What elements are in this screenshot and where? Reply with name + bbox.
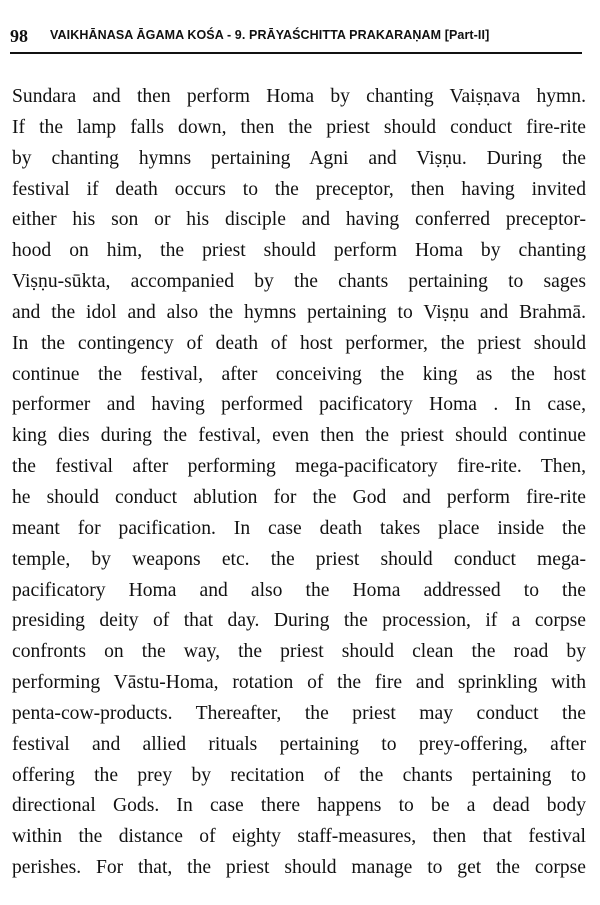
text-line: continue the festival, after conceiving the king as the host — [12, 363, 586, 385]
text-line: temple, by weapons etc. the priest should conduct mega- — [12, 548, 586, 570]
text-line: perishes. For that, the priest should manage to get the corpse — [12, 857, 586, 879]
text-line: either his son or his disciple and having conferred preceptor- — [12, 209, 586, 231]
page-number: 98 — [10, 26, 28, 46]
text-line: Viṣṇu-sūkta, accompanied by the chants pertaining to sages — [12, 271, 586, 293]
text-line: within the distance of eighty staff-measures, then that festival — [12, 826, 586, 848]
body-text — [12, 82, 586, 884]
text-line: the festival after performing mega-pacificatory fire-rite. Then, — [12, 456, 586, 478]
text-line: and the idol and also the hymns pertaining to Viṣṇu and Brahmā. — [12, 301, 586, 323]
text-line: directional Gods. In case there happens to be a dead body — [12, 795, 586, 817]
text-line: confronts on the way, the priest should clean the road by — [12, 641, 586, 663]
text-line: festival and allied rituals pertaining to prey-offering, after — [12, 733, 586, 755]
text-line: by chanting hymns pertaining Agni and Viṣṇu. During the — [12, 147, 586, 169]
text-line: he should conduct ablution for the God and perform fire-rite — [12, 486, 586, 508]
page-header — [10, 22, 582, 54]
text-line: meant for pacification. In case death takes place inside the — [12, 517, 586, 539]
text-line: In the contingency of death of host performer, the priest should — [12, 332, 586, 354]
text-line: Sundara and then perform Homa by chanting Vaiṣṇava hymn. — [12, 86, 586, 107]
text-line: If the lamp falls down, then the priest should conduct fire-rite — [12, 116, 586, 138]
text-line: hood on him, the priest should perform Homa by chanting — [12, 240, 586, 262]
text-line: performer and having performed pacificatory Homa . In case, — [12, 394, 586, 416]
running-head: VAIKHĀNASA ĀGAMA KOŚA - 9. PRĀYAŚCHITTA PRAKARAṆAM [Part-II] — [50, 28, 490, 42]
text-line: penta-cow-products. Thereafter, the priest may conduct the — [12, 702, 586, 724]
text-line: festival if death occurs to the preceptor, then having invited — [12, 178, 586, 200]
text-line: king dies during the festival, even then the priest should continue — [12, 425, 586, 447]
text-line: performing Vāstu-Homa, rotation of the fire and sprinkling with — [12, 672, 586, 694]
text-line: pacificatory Homa and also the Homa addressed to the — [12, 579, 586, 601]
text-line: presiding deity of that day. During the procession, if a corpse — [12, 610, 586, 632]
text-line: offering the prey by recitation of the chants pertaining to — [12, 764, 586, 786]
